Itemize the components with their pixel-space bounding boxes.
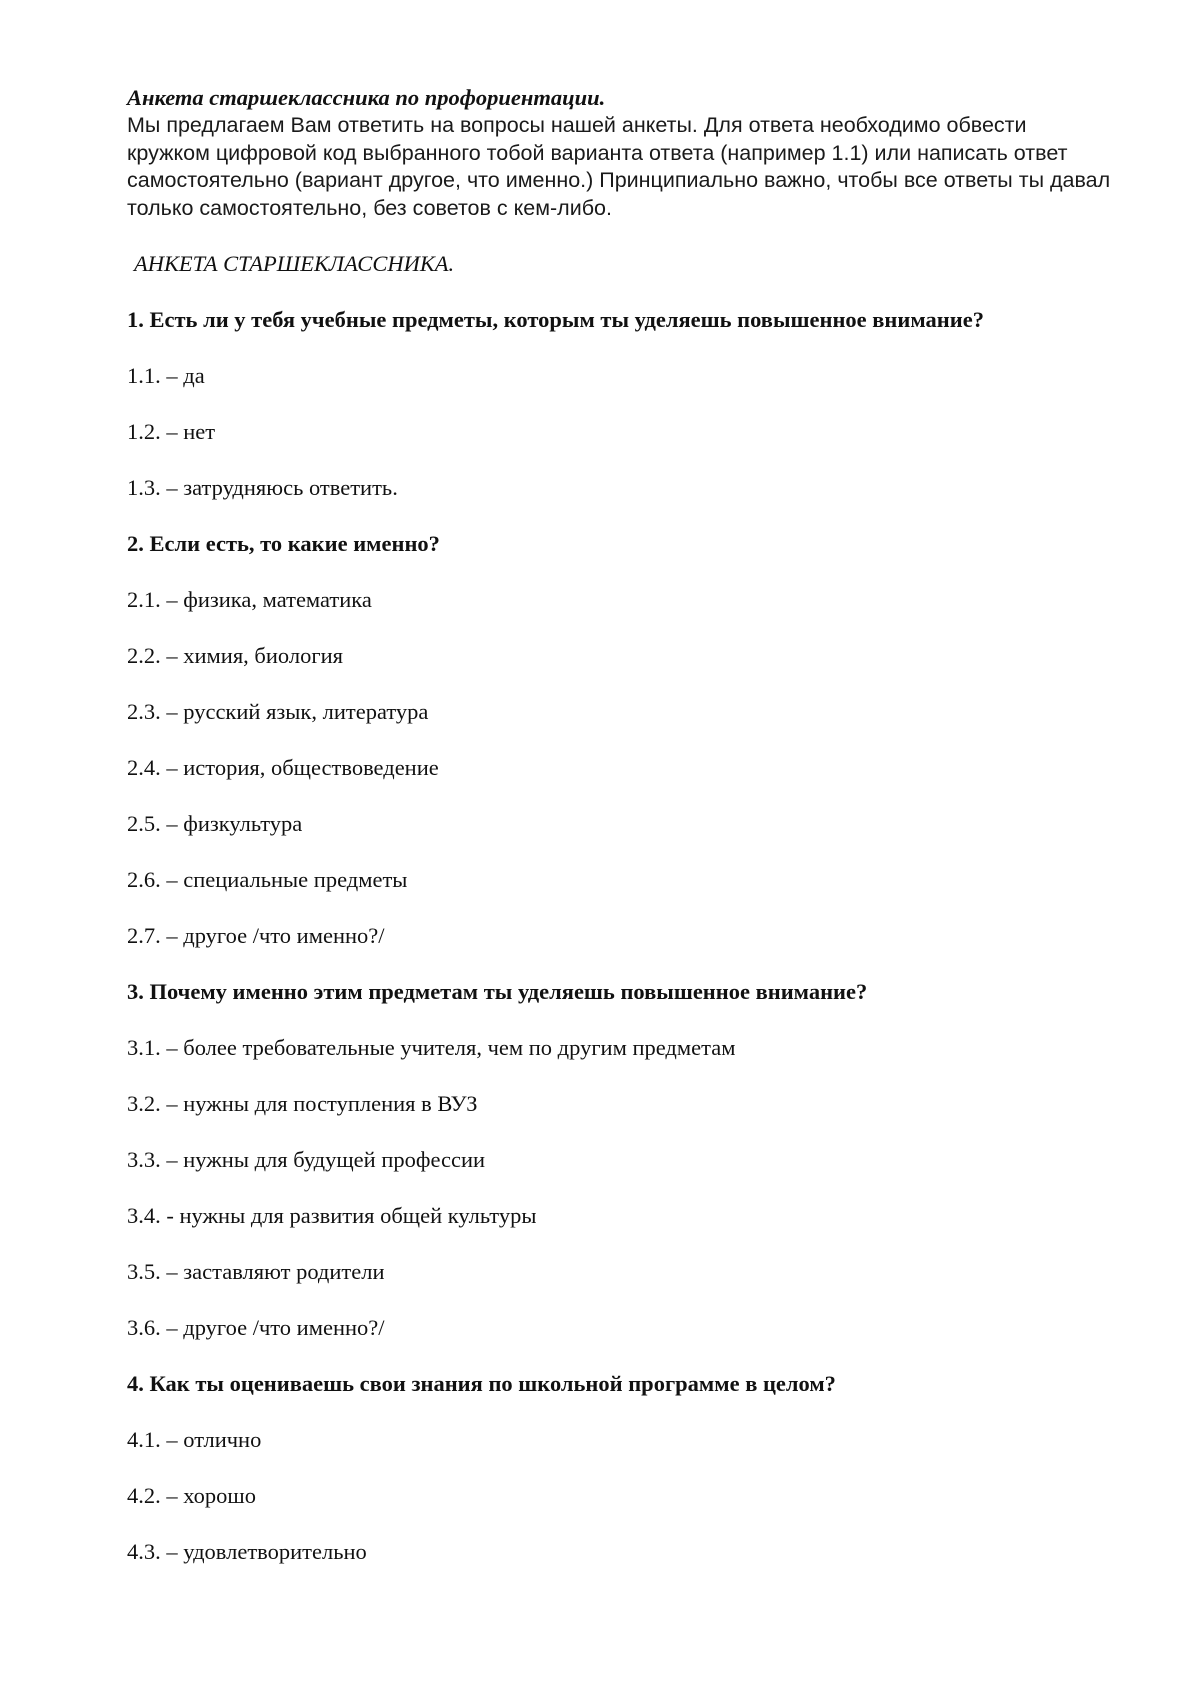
answer-option: 1.2. – нет [127, 419, 216, 444]
answer-option: 2.4. – история, обществоведение [127, 755, 439, 780]
answer-option: 4.1. – отлично [127, 1427, 262, 1452]
answer-option: 2.5. – физкультура [127, 811, 303, 836]
question-4: 4. Как ты оцениваешь свои знания по школьной программе в целом? [127, 1371, 836, 1396]
answer-option: 3.5. – заставляют родители [127, 1259, 385, 1284]
answer-option: 2.3. – русский язык, литература [127, 699, 429, 724]
answer-option: 2.1. – физика, математика [127, 587, 372, 612]
answer-option: 2.7. – другое /что именно?/ [127, 923, 385, 948]
intro-paragraph [127, 112, 1147, 222]
answer-option: 2.6. – специальные предметы [127, 867, 408, 892]
questionnaire [127, 306, 1147, 1594]
header-title: Анкета старшеклассника по профориентации. [127, 85, 606, 110]
answer-option: 2.2. – химия, биология [127, 643, 343, 668]
answer-option: 1.1. – да [127, 363, 205, 388]
answer-option: 3.6. – другое /что именно?/ [127, 1315, 385, 1340]
answer-option: 3.2. – нужны для поступления в ВУЗ [127, 1091, 478, 1116]
intro-line: самостоятельно (вариант другое, что именно.) Принципиально важно, чтобы все ответы ты давал [127, 168, 1111, 193]
answer-option: 1.3. – затрудняюсь ответить. [127, 475, 398, 500]
intro-line: кружком цифровой код выбранного тобой варианта ответа (например 1.1) или написать ответ [127, 140, 1068, 165]
answer-option: 4.3. – удовлетворительно [127, 1539, 367, 1564]
answer-option: 3.1. – более требовательные учителя, чем по другим предметам [127, 1035, 736, 1060]
answer-option: 3.4. - нужны для развития общей культуры [127, 1203, 537, 1228]
question-1: 1. Есть ли у тебя учебные предметы, которым ты уделяешь повышенное внимание? [127, 307, 984, 332]
answer-option: 4.2. – хорошо [127, 1483, 256, 1508]
section-title: АНКЕТА СТАРШЕКЛАССНИКА. [134, 251, 455, 276]
question-2: 2. Если есть, то какие именно? [127, 531, 440, 556]
intro-line: Мы предлагаем Вам ответить на вопросы нашей анкеты. Для ответа необходимо обвести [127, 113, 1027, 137]
question-3: 3. Почему именно этим предметам ты уделяешь повышенное внимание? [127, 979, 868, 1004]
answer-option: 3.3. – нужны для будущей профессии [127, 1147, 486, 1172]
intro-line: только самостоятельно, без советов с кем-либо. [127, 195, 612, 220]
